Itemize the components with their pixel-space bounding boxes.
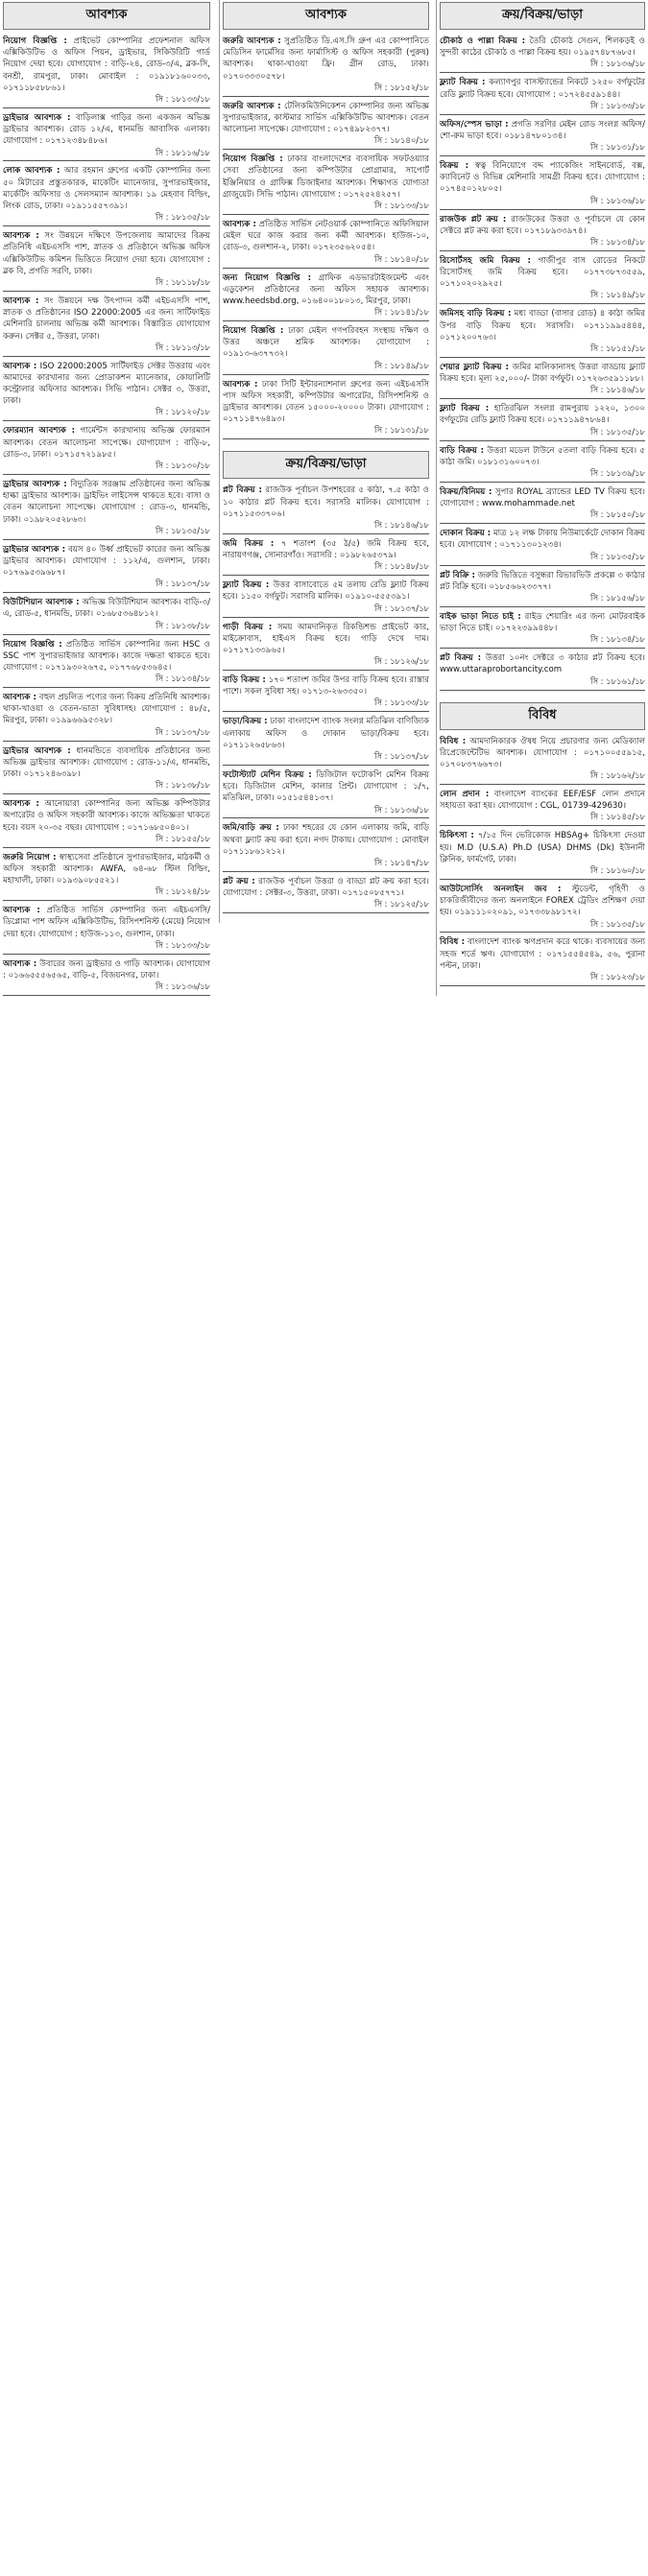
ad-keyword: চৌকাঠ ও পাল্লা বিক্রয় : — [440, 36, 526, 46]
ad-keyword: প্লট বিক্রয় : — [440, 653, 482, 664]
classified-ad — [3, 850, 210, 902]
classified-ad — [3, 163, 210, 226]
column-2 — [219, 0, 432, 923]
ad-reference: সি : ১৮১২৪/১৮ — [156, 886, 210, 897]
ad-reference: সি : ১৮১৪৭/১৮ — [374, 858, 429, 868]
section-spacer — [223, 441, 429, 449]
ad-keyword: লোন প্রদান : — [440, 790, 490, 800]
ad-text: গ্রাফিক এডভারটাইজমেন্ট এবং এডুকেশন প্রতিষ্ঠানের জন্য অফিস সহায়ক আবশ্যক। www.heedsbd.org, ০১৬৪০০১৮০১৩, মিরপুর, ঢাকা। — [223, 272, 430, 306]
section-spacer — [223, 915, 429, 923]
ad-text: রাজউক পূর্বাচল উত্তরা ও বাড্ডা প্লট ক্রয় করা হবে। যোগাযোগ : সেক্টর-৩, উত্তরা, ঢাকা। ০১৭১৫০৮৫৭৭১। — [223, 876, 430, 899]
ad-text: ৭ শতাংশ (৩৫ ঠ/৫) জমি বিক্রয় হবে, নারায়ণগঞ্জ, সোনারগাঁও। সরাসরি : ০১৯৮২৬৫৩৭৯। — [223, 538, 429, 561]
ad-reference: সি : ১৮১৬০/১৮ — [590, 865, 645, 875]
classified-ad — [440, 568, 645, 607]
ad-keyword: আবশ্যক : — [3, 295, 39, 306]
ad-reference: সি : ১৮১৫০/১৮ — [590, 509, 645, 520]
section-heading: আবশ্যক — [223, 2, 429, 30]
classified-ad — [223, 483, 429, 534]
ad-keyword: ফ্ল্যাট বিক্রয় : — [223, 580, 270, 591]
classified-ad — [440, 212, 645, 251]
ad-text: ঢাকা শহরের যে কোন এলাকায় জমি, বাড়ি অথবা ফ্ল্যাট ক্রয় করা হবে। নগদ টাকায়। যোগাযোগ : মোবাইল ০১৭১১৮৬১২১২। — [223, 823, 429, 857]
ad-text: প্রগতি সরণির মেইন রোড সংলগ্ন অফিস/শো-রুম ভাড়া হবে। ০১৮১৪৭৮০১৩৪। — [440, 119, 646, 141]
ad-reference: সি : ১৮১৪৬/১৮ — [590, 385, 645, 395]
ad-text: ISO 22000:2005 সার্টিফাইড সেক্টর উত্তরায় এবং আমাদের কারখানার জন্য প্রোডাকশন ম্যানেজার, কোয়ালিটি কন্ট্রোলার অফিসার আবশ্যক। সিভি পাঠান। সেক্টর ৩, উত্তরা, ঢাকা। — [3, 361, 210, 407]
ad-text: কল্যাণপুর বাসস্ট্যান্ডের নিকটে ১২৫০ বর্গফুটের রেডি ফ্ল্যাট বিক্রয় হবে। যোগাযোগ : ০১৭২৪৫৫৯১৪৪। — [440, 78, 645, 100]
classified-ad — [3, 542, 210, 594]
section-heading: ক্রয়/বিক্রয়/ভাড়া — [223, 451, 429, 479]
ad-keyword: বিউটিশিয়ান আবশ্যক : — [3, 598, 80, 608]
classified-ad — [223, 99, 429, 151]
ad-reference: সি : ১৮১৩৩/১৮ — [374, 697, 429, 708]
ad-reference: সি : ১৮১৩৫/১৮ — [156, 212, 210, 223]
ad-text: প্রাইভেট কোম্পানির প্রফেশনাল অফিস এক্সিকিউটিভ ও অফিস পিয়ন, ড্রাইভার, সিকিউরিটি গার্ড নিয়োগ দেয়া হবে। যোগাযোগ : বাড়ি-২৪, রোড-৩/এ, ব্লক-সি, বনশ্রী, রামপুরা, ঢাকা। মোবাইল : ০১৯১৮১৬০০৩৩, ০১৭১১৮৫৮৮৬১। — [3, 36, 211, 93]
ad-reference: সি : ১৮১৩০/১৮ — [156, 461, 210, 471]
ad-text: টেলিকমিউনিকেশন কোম্পানির জন্য অভিজ্ঞ সুপারভাইজার, কাস্টমার সার্ভিস এক্সিকিউটিভ আবশ্যক। বেতন আলোচনা সাপেক্ষে। যোগাযোগ : ০১৭৪৯৮২৩৭৭। — [223, 101, 429, 135]
ad-keyword: নিয়োগ বিজ্ঞপ্তি : — [3, 36, 67, 46]
ad-text: আর রহমান গ্রুপের একটি কোম্পানির জন্য ৫০ মিটারের প্রস্তুতকারক, মাকেটিং ম্যানেজার, সুপারভাইজার, মার্কেটিং অফিসার ও সেলসম্যান আবশ্যক। ১৯ মেহবাব বিল্ডিং, লিংক রোড, ঢাকা। ০১৯১১৫৫৭৩৯১। — [3, 166, 210, 212]
ad-reference: সি : ১৮১৪১/১৮ — [374, 307, 429, 318]
classified-ad — [3, 903, 210, 955]
ad-text: জরুরি ভিত্তিতে বসুন্ধরা রিভারভিউ প্রকল্পে ৩ কাঠার প্লট বিক্রি হবে। ০১৮৫৬৬২৩৩৭৭। — [440, 570, 645, 592]
ad-reference: সি : ১৮১৩৩/১৮ — [156, 94, 210, 105]
classified-ad — [440, 360, 645, 399]
ad-reference: সি : ১৮১১৬/১৮ — [156, 147, 210, 157]
ad-keyword: আবশ্যক : — [3, 693, 36, 703]
classified-ad — [223, 34, 429, 97]
ad-reference: সি : ১৮১১৮/১৮ — [156, 277, 210, 288]
ad-text: জমির মালিকানাসহ উত্তরা বাড্ডায় ফ্ল্যাট বিক্রয় হবে। মূল্য ২৫,০০০/- টাকা বর্গফুট। ০১৭২৬৩৫৯১১৮৮। — [440, 362, 645, 385]
ad-text: বিদ্যুতিক সরঞ্জাম প্রতিষ্ঠানের জন্য অভিজ্ঞ হাল্কা ড্রাইভার আবশ্যক। ড্রাইভিং লাইসেন্স থাকতে হবে। বাসা ও বেতন আলোচনা সাপেক্ষে। যোগাযোগ : রোড-৩, ধানমন্ডি, ঢাকা। ০১৯৮২০৫২৮৬৩। — [3, 479, 210, 525]
classified-ad — [440, 306, 645, 358]
ad-keyword: ড্রাইভার আবশ্যক : — [3, 745, 71, 756]
ad-keyword: লোক আবশ্যক : — [3, 166, 60, 177]
ad-keyword: বাড়ি বিক্রয় : — [223, 675, 266, 686]
classified-ad — [440, 734, 645, 786]
ad-text: ডিজিটাল ফটোকপি মেশিন বিক্রয় হবে। ডিজিটাল মেশিন, কালার প্রিন্ট। যোগাযোগ : ১/৭, মতিঝিল, ঢাকা। ০১৫১৫৪৪১৩৭। — [223, 769, 429, 804]
ad-keyword: বিক্রয়/বিনিময় : — [440, 486, 492, 497]
ad-text: প্রতিষ্ঠিত সার্ভিস কোম্পানির জন্য HSC ও SSC পাশ সুপারভাইজার আবশ্যক। কাজে দক্ষতা থাকতে হবে। যোগাযোগ : ০১৭১৯৩০২৬৭৫, ০১৭৭৬৮৫৩৬৪৫। — [3, 639, 210, 673]
ad-reference: সি : ১৮১২৬/১৮ — [374, 656, 429, 667]
ad-reference: সি : ১৮১৩৩/১৮ — [374, 201, 429, 211]
ad-keyword: প্লট বিক্রয় : — [223, 485, 262, 496]
ad-reference: সি : ১৮১৫৬/১৮ — [590, 592, 645, 603]
ad-text: গাজীপুর বাস রোডের নিকটে রিসোর্টসহ জমি বিক্রয় হবে। ০১৭৭৩৮৭৩৫৫৯, ০১৭১০২০২৯২৫। — [440, 255, 645, 290]
ad-keyword: প্লট বিক্রি : — [440, 570, 475, 580]
ad-reference: সি : ১৮১৩৪/১৮ — [156, 674, 210, 684]
ad-keyword: রিসোর্টসহ জমি বিক্রয় : — [440, 255, 531, 266]
ad-reference: সি : ১৮১২৫/১৮ — [374, 899, 429, 910]
ad-keyword: আউটসোর্সিং অনলাইন জব : — [440, 884, 562, 894]
classified-ad — [223, 152, 429, 215]
ad-keyword: আবশ্যক : — [223, 220, 256, 229]
ad-text: মধ্য বাড্ডা (বাসার রোড) ৪ কাঠা জমির উপর বাড়ি বিক্রয় হবে। সরাসরি। ০১৭১১৯৯৫৪৪৪, ০১৭১২০০৭৬৩। — [440, 309, 646, 343]
ad-reference: সি : ১৮১৩৭/১৮ — [156, 726, 210, 737]
ad-keyword: রাজউক প্লট ক্রয় : — [440, 214, 507, 225]
classified-ad — [440, 934, 645, 986]
ad-text: উত্তরা ১০নং সেক্টরে ৩ কাঠার প্লট বিক্রয় হবে। www.uttaraprobortancity.com — [440, 653, 645, 675]
ad-keyword: শেয়ার ফ্ল্যাট বিক্রয় : — [440, 362, 509, 372]
ad-reference: সি : ১৮১৩৮/১৮ — [156, 620, 210, 630]
classified-ad — [440, 882, 645, 934]
ad-keyword: বিবিধ : — [440, 736, 467, 746]
ad-reference: সি : ১৮১৫৫/১৮ — [156, 833, 210, 843]
section-heading: বিবিধ — [440, 702, 645, 730]
classified-ad — [3, 228, 210, 292]
ad-reference: সি : ১৮১৩৪/১৮ — [590, 634, 645, 645]
ad-text: রাজউকের উত্তরা ও পূর্বাচলে যে কোন সেক্টরে প্লট ক্রয় করা হবে। ০১৭১৮৯৩৩৯৭৪। — [440, 214, 646, 236]
ad-keyword: ফ্ল্যাট বিক্রয় : — [440, 78, 486, 88]
classified-ad — [440, 443, 645, 483]
ad-text: আমদানিকারক ঔষধ নিয়ে প্রচারণার জন্য মেডিক্যাল রিপ্রেজেন্টেটিভ আবশ্যক। যোগাযোগ : ০১৭১০০৫৫৯১৫, ০১৭০৮৩৭৬৬৭৩। — [440, 736, 645, 769]
classified-ad — [223, 536, 429, 576]
ad-keyword: ড্রাইভার আবশ্যক : — [3, 479, 67, 489]
ad-text: সুপার ROYAL ব্র্যান্ডের LED TV বিক্রয় হবে। যোগাযোগ : www.mohammade.net — [440, 486, 645, 509]
ad-text: বয়স ৪০ উর্ধ্ব প্রাইভেট কারের জন্য অভিজ্ঞ ড্রাইভার আবশ্যক। যোগাযোগ : ১১২/এ, গুলশান, ঢাকা। ০১৭৬৯৫৩৯৬৮৭। — [3, 544, 210, 579]
ad-text: বাংলাদেশ ব্যাংক ঋণপ্রদান করে থাকে। ব্যবসায়ের জন্য সহজ শর্তে ঋণ। যোগাযোগ : ০১৭১৫৫৪৫৪৯, ৫৬, পুরানা পল্টন, ঢাকা। — [440, 937, 646, 971]
ad-keyword: ড্রাইভার আবশ্যক : — [3, 544, 66, 555]
ad-keyword: নিয়োগ বিজ্ঞপ্তি : — [223, 154, 283, 165]
ad-keyword: বাড়ি বিক্রয় : — [440, 445, 485, 456]
classified-ad — [3, 595, 210, 634]
ad-reference: সি : ১৮১৩৫/১৮ — [590, 551, 645, 561]
ad-reference: সি : ১৮১২৩/১৮ — [590, 972, 645, 982]
classified-ad — [223, 714, 429, 766]
ad-reference: সি : ১৮১৩৫/১৮ — [590, 426, 645, 437]
ad-keyword: ফোরম্যান আবশ্যক : — [3, 426, 76, 437]
ad-reference: সি : ১৮১৩৫/১৮ — [590, 918, 645, 929]
ad-reference: সি : ১৮১৪৯/১৮ — [374, 360, 429, 370]
section-heading: ক্রয়/বিক্রয়/ভাড়া — [440, 2, 645, 30]
ad-keyword: আবশ্যক : — [3, 958, 37, 969]
ad-text: বাড়িলাক্স গাড়ির জন্য একজন অভিজ্ঞ ড্রাইভার আবশ্যক। রোড ১২/এ, ধানমন্ডি আবাসিক এলাকা। যোগাযোগ : ০১৭১২৩৪৮৪৮৬। — [3, 112, 210, 147]
ad-text: ঢাকার বাংলাদেশের ব্যবসায়িক সফটওয়্যার সেবা প্রতিষ্ঠানের জন্য কম্পিউটার প্রোগ্রামার, সাপোর্ট ইঞ্জিনিয়ার ও গ্রাফিক্স ডিজাইনার আবশ্যক। শিক্ষাগত যোগ্যতা গ্রাজুয়েট। সিভি পাঠান। যোগাযোগ : ০১৭২৫২৪২৫৭। — [223, 154, 429, 200]
ad-text: তৈরি চৌকাঠ সেগুন, শিলকড়ই ও সুন্দরী কাঠের চৌকাঠ ও পাল্লা বিক্রয় হয়। ০১৯৫৭৪৮৭৬৮৫। — [440, 36, 645, 59]
classified-ad — [3, 34, 210, 108]
classified-ad — [440, 253, 645, 305]
ad-reference: সি : ১৮১৩৭/১৮ — [374, 750, 429, 761]
ad-text: সুপ্রতিষ্ঠিত ডি.এস.সি গ্রুপ এর কোম্পানিতে মেডিসিন ফার্মেসির জন্য ফার্মাসিস্ট ও অফিস সহকারী (পুরুষ) আবশ্যক। থাকা-খাওয়া ফ্রি। গ্রীন রোড, ঢাকা। ০১৭০৩৩৩০৫৭৮। — [223, 36, 429, 82]
ad-keyword: জরুরি আবশ্যক : — [223, 101, 281, 111]
ad-keyword: আবশ্যক : — [3, 799, 39, 810]
ad-reference: সি : ১৮১৫২/১৮ — [374, 82, 429, 92]
classified-ad — [3, 690, 210, 742]
classified-ad — [3, 294, 210, 357]
classified-ad — [3, 110, 210, 162]
ad-reference: সি : ১৮১৩৪/১৮ — [590, 236, 645, 247]
classified-ad — [3, 477, 210, 540]
classified-ad — [223, 578, 429, 617]
ad-keyword: চিকিৎসা : — [440, 831, 474, 841]
ad-reference: সি : ১৮১৩১/১৮ — [590, 142, 645, 153]
ad-text: হাতিরঝিল সংলগ্ন রামপুরায় ১২২০, ১৩০০ বর্গফুটের রেডি ফ্ল্যাট বিক্রয় হবে। ০১৭১১৯৪৭৮৬৪। — [440, 404, 645, 426]
ad-text: স্বত্ব বিনিয়োগে বদ্দ প্যাকেজিং সাইনবোর্ড, বক্স, ক্যাবিনেট ও বিভিন্ন মেশিনারি সামগ্রী বিক্রয় হবে। যোগাযোগ : ০১৭৪৫০১২৮০৫। — [440, 160, 645, 195]
ad-text: বাংলাদেশ ব্যাংকের EEF/ESF লোন প্রদানে সহায়তা করা হয়। যোগাযোগ : CGL, 01739-429630। — [440, 790, 645, 812]
ad-text: স্বাস্থ্যসেবা প্রতিষ্ঠানে সুপারভাইজার, মাঠকর্মী ও অফিস সহকারী আবশ্যক। AWFA, ৬৪-৬৮ স্টিল বিল্ডিং, মহাখালী, ঢাকা। ০১৯৩৯০৮৫৫২১। — [3, 852, 210, 886]
column-1 — [0, 0, 213, 1005]
ad-reference: সি : ১৮১৩৫/১৮ — [156, 525, 210, 535]
ad-reference: সি : ১৮১৪০/১৮ — [374, 135, 429, 146]
ad-text: প্রতিষ্ঠিত সার্ভিস নেটওয়ার্ক কোম্পানিতে অফিসিয়াল মেইল ঘরে কাজ করার জন্য কর্মী আবশ্যক। হাউজ-১০, রোড-৩, গুলশান-২, ঢাকা। ০১৭২৩৫৬২০৫৪। — [223, 220, 429, 253]
ad-keyword: আবশ্যক : — [3, 906, 40, 916]
ad-reference: সি : ১৮১৩৭/১৮ — [156, 579, 210, 589]
ad-reference: সি : ১৮১৩৮/১৮ — [156, 780, 210, 791]
ad-reference: সি : ১৮১৫১/১৮ — [590, 343, 645, 353]
ad-reference: সি : ১৮১৩১/১৮ — [374, 425, 429, 436]
section-spacer — [440, 693, 645, 700]
classified-ad — [440, 828, 645, 880]
ad-reference: সি : ১৮১৩৩/১৮ — [590, 100, 645, 110]
ad-text: উবারের জন্য ড্রাইভার ও গাড়ি আবশ্যক। যোগাযোগ : ০১৬৬৫৫৫৬৫৬৫, বাড়ি-৫, বিজয়নগর, ঢাকা। — [3, 958, 210, 981]
ad-text: সং উন্নয়নে দক্ষিণে উপজেলায় আমাদের বিক্রয় প্রতিনিধি এইচএসসি পাশ, স্নাতক ও প্রতিষ্ঠানে অভিজ্ঞ অফিস এক্সিকিউটিভ কমিশন ভিত্তিতে নিয়োগ দেয়া হবে। যোগাযোগ : ব্লক বি, প্রগতি সরণি, ঢাকা। — [3, 231, 210, 276]
ad-text: অভিজ্ঞ বিউটিশিয়ান আবশ্যক। বাড়ি-৩/এ, রোড-৫, ধানমন্ডি, ঢাকা। ০১৬৮৫৩৬৪৮১২। — [3, 598, 211, 620]
classified-ad — [440, 34, 645, 73]
ad-keyword: ভাড়া/বিক্রয় : — [223, 717, 268, 727]
ad-text: উত্তর বাসাবোতে ৫ম তলায় রেডি ফ্ল্যাট বিক্রয় হবে। ১১৫০ বর্গফুট। সরাসরি মালিক। ০১৯১০-৫৫৫৩৯১। — [223, 580, 429, 603]
ad-text: গার্মেন্টস কারখানায় অভিজ্ঞ ফোরম্যান আবশ্যক। বেতন আলোচনা সাপেক্ষে। যোগাযোগ : বাড়ি-৮, রোড-৩, ঢাকা। ০১৭১৫৭২১৯৮৫। — [3, 426, 210, 460]
classified-ad — [440, 158, 645, 210]
classified-ad — [3, 957, 210, 996]
ad-keyword: বাইক ভাড়া নিতে চাই : — [440, 611, 521, 622]
ad-reference: সি : ১৮১৪৯/১৮ — [590, 290, 645, 300]
ad-text: ঢাকা বাংলাদেশ ব্যাংক সংলগ্ন মতিঝিল বাণিজ্যিক এলাকায় অফিস ও দোকান ভাড়া/বিক্রয় হবে। ০১৭১১২৬৫৮৬৩। — [223, 717, 429, 750]
classified-ad — [223, 820, 429, 872]
ad-reference: সি : ১৮১৩৯/১৮ — [590, 467, 645, 478]
ad-text: রাজউক পূর্বাচল উপশহরের ৫ কাঠা, ৭.৫ কাঠা ও ১০ কাঠার প্লট বিক্রয় হবে। সরাসরি মালিক। যোগাযোগ : ০১৭১১৫৩৩৭০৬। — [223, 485, 429, 519]
classified-ad — [440, 117, 645, 156]
ad-text: ৭/১৫ দিন ভেরিকোজ HBSAg+ চিকিৎসা দেওয়া হয়। M.D (U.S.A) Ph.D (USA) DHMS (Dk) ইউনানী ক্লিনিক, ফার্মগেট, ঢাকা। — [440, 831, 645, 864]
ad-text: সময় আমদানিকৃত রিকন্ডিশন্ড প্রাইভেট কার, মাইক্রোবাস, হাইএস বিক্রয় হবে। গাড়ি দেখে দাম। ০১৭১৭১৩৩৯৬৫। — [223, 622, 429, 655]
classified-ad — [3, 423, 210, 475]
section-heading: আবশ্যক — [3, 2, 210, 30]
ad-text: বহুল প্রচলিত পণ্যের জন্য বিক্রয় প্রতিনিধি আবশ্যক। থাকা-খাওয়া ও বেতন-ভাতা সুবিধাসহ। যোগাযোগ : ৪৮/৫, মিরপুর, ঢাকা। ০১৯৯৬৬৯৫৩২৮। — [3, 693, 210, 726]
classified-ad — [3, 359, 210, 422]
classified-ad — [223, 874, 429, 913]
classified-ad — [440, 609, 645, 649]
ad-text: ধানমন্ডিতে ব্যবসায়িক প্রতিষ্ঠানের জন্য অভিজ্ঞ ড্রাইভার আবশ্যক। যোগাযোগ : রোড-১১/এ, ধানমন্ডি, ঢাকা। ০১৭১২৪৬৩৯৮। — [3, 745, 210, 779]
ad-reference: সি : ১৮১৬২/১৮ — [590, 770, 645, 781]
ad-text: ঢাকা সিটি ইন্টারন্যাশনাল গ্রুপের জন্য এইচএসসি পাস অফিস সহকারী, কম্পিউটার অপারেটর, রিসিপশনিস্ট ও ড্রাইভার আবশ্যক। বেতন ১৫০০০-২০০০০ টাকা। যোগাযোগ : ০১৭১১৪৭৬৪৯৩। — [223, 379, 430, 425]
ad-keyword: দোকান বিক্রয় : — [440, 529, 492, 539]
ad-keyword: আবশ্যক : — [3, 231, 39, 242]
classified-ad — [3, 796, 210, 848]
ad-keyword: জরুরি আবশ্যক : — [223, 36, 281, 46]
ad-keyword: নিয়োগ বিজ্ঞপ্তি : — [223, 326, 284, 337]
ad-text: ১৭০ শতাংশ জমির উপর বাড়ি বিক্রয় হবে। রাস্তার পাশে। সকল সুবিধা সহ। ০১৭১৩-২৬৩৩৫০। — [223, 675, 430, 697]
ad-keyword: জমি বিক্রয় : — [223, 538, 275, 549]
ad-text: উত্তরা মডেল টাউনে ৫তলা বাড়ি বিক্রয় হবে। ৫ কাঠা জমি। ০১৮১৩১৬০০৭৩। — [440, 445, 646, 467]
ad-reference: সি : ১৮১২০/১৮ — [156, 407, 210, 417]
ad-reference: সি : ১৮১৩৬/১৮ — [590, 195, 645, 205]
ad-keyword: অফিস/স্পেস ভাড়া : — [440, 119, 509, 130]
ad-reference: সি : ১৮১৪০/১৮ — [374, 253, 429, 264]
classified-ad — [223, 217, 429, 269]
classified-ad — [440, 650, 645, 690]
classified-ad — [3, 744, 210, 795]
section-spacer — [440, 988, 645, 996]
ad-keyword: বিক্রয় : — [440, 160, 469, 171]
ad-reference: সি : ১৮১৩৭/১৮ — [374, 603, 429, 613]
section-spacer — [3, 998, 210, 1005]
ad-reference: সি : ১৮১৩৬/১৮ — [374, 804, 429, 815]
ad-text: প্রতিষ্ঠিত সার্ভিস কোম্পানির জন্য এইচএসসি/ডিপ্লোমা পাশ অফিস এক্সিকিউটিভ, রিসিপশনিস্ট (মেয়ে) নিয়োগ দেয়া হবে। যোগাযোগ : হাউজ-১১৩, গুলশান, ঢাকা। — [3, 906, 210, 939]
ad-text: ঢাকা মেইল গণপরিবহন সংস্থায় দক্ষিণ ও উত্তর অঞ্চলে শ্রমিক আবশ্যক। যোগাযোগ : ০১৯১৩-৬৩৭৭৩২। — [223, 326, 429, 360]
ad-keyword: জমিসহ বাড়ি বিক্রয় : — [440, 309, 512, 319]
ad-keyword: নিয়োগ বিজ্ঞপ্তি : — [3, 639, 62, 650]
ad-text: রাইড শেয়ারিং এর জন্য মোটরবাইক ভাড়া নিতে চাই। ০১৭২২৩৯৯৪৪৮। — [440, 611, 646, 634]
ad-reference: সি : ১৮১৩৩/১৮ — [156, 939, 210, 950]
classified-ad — [440, 526, 645, 565]
classified-ad — [440, 787, 645, 826]
classified-ad — [223, 323, 429, 375]
ad-reference: সি : ১৮১৪৮/১৮ — [374, 561, 429, 572]
ad-keyword: জমি/বাড়ি ক্রয় : — [223, 823, 279, 834]
ad-keyword: ফ্ল্যাট বিক্রয় : — [440, 404, 490, 414]
ad-text: সং উন্নয়নে দক্ষ উৎপাদন কর্মী এইচএসসি পাশ, স্নাতক ও প্রতিষ্ঠানের ISO 22000:2005 এর জন্য সার্টিফাইড মেশিনারি চালনায় অভিজ্ঞ কর্মী আবশ্যক। বিস্তারিত যোগাযোগ করুন। সেক্টর ৫, উত্তরা, ঢাকা। — [3, 295, 211, 342]
ad-keyword: আবশ্যক : — [3, 361, 37, 371]
ad-reference: সি : ১৮১৪৫/১৮ — [590, 812, 645, 822]
ad-keyword: বিবিধ : — [440, 937, 466, 948]
classified-ad — [223, 620, 429, 672]
classified-ad — [440, 401, 645, 440]
classified-ad — [3, 637, 210, 689]
ad-reference: সি : ১৮১৩৬/১৮ — [156, 981, 210, 992]
ad-keyword: ফটোস্ট্যাট মেশিন বিক্রয় : — [223, 769, 312, 780]
ad-keyword: জন্য নিয়োগ বিজ্ঞপ্তি : — [223, 272, 312, 283]
ad-text: মাত্র ১২ লক্ষ টাকায় নিউমার্কেটে দোকান বিক্রয় হবে। যোগাযোগ : ০১৭১১৩০১২৩৪। — [440, 529, 645, 551]
ad-text: স্টুডেন্ট, গৃহিণী ও চাকরিজীবীদের জন্য অনলাইনে FOREX ট্রেডিং প্রশিক্ষণ দেয়া হয়। ০১৯১১১০২০৯১, ০১৭৩৩৮৯৮১৭২। — [440, 884, 646, 918]
ad-reference: সি : ১৮১৬১/১৮ — [590, 675, 645, 686]
classified-ad — [223, 271, 429, 322]
ad-keyword: প্লট ক্রয় : — [223, 876, 255, 886]
classified-ad — [223, 768, 429, 819]
classified-ad — [223, 377, 429, 440]
classified-ad — [440, 484, 645, 524]
ad-reference: সি : ১৮১১৩/১৮ — [156, 342, 210, 352]
ad-keyword: জরুরি নিয়োগ : — [3, 852, 57, 863]
ad-reference: সি : ১৮১৩৬/১৮ — [590, 59, 645, 69]
ad-keyword: গাড়ী বিক্রয় : — [223, 622, 273, 632]
ad-keyword: ড্রাইভার আবশ্যক : — [3, 112, 71, 123]
ad-reference: সি : ১৮১৪৬/১৮ — [374, 519, 429, 530]
ad-keyword: আবশ্যক : — [223, 379, 258, 390]
ad-text: আনোয়ারা কোম্পানির জন্য অভিজ্ঞ কম্পিউটার অপারেটর ও অফিস সহকারী আবশ্যক। কাজে অভিজ্ঞতা থাকতে হবে। বয়স ২০-৩৫ বছর। যোগাযোগ : ০১৭১৬৮৫০৪০১। — [3, 799, 210, 833]
column-3 — [436, 0, 648, 996]
classified-ad — [223, 673, 429, 712]
classified-ad — [440, 75, 645, 114]
